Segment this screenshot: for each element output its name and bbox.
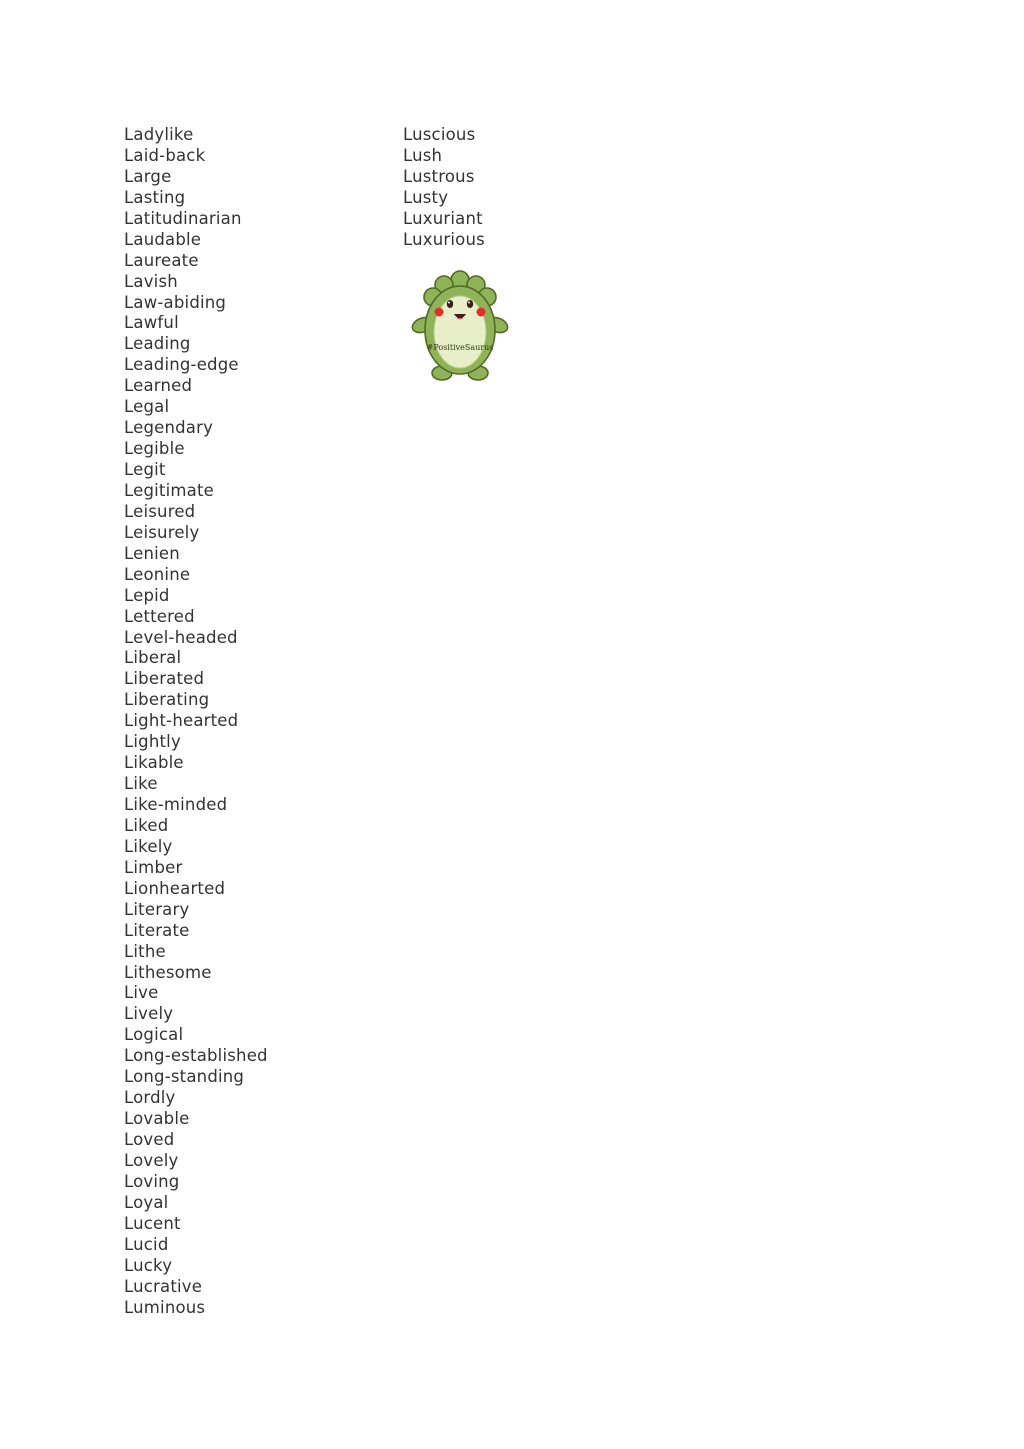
word-list-item: Legendary bbox=[124, 418, 214, 438]
word-list-item: Legit bbox=[124, 460, 166, 479]
word-list-item: Like bbox=[124, 774, 158, 794]
word-column-right bbox=[403, 125, 485, 251]
word-list-item: Laid-back bbox=[124, 145, 206, 165]
word-list-item: Large bbox=[124, 166, 172, 186]
word-list-item: Lovely bbox=[124, 1150, 179, 1170]
word-list-item: Limber bbox=[124, 857, 183, 877]
word-list-item: Luminous bbox=[124, 1297, 206, 1317]
word-list-item: Loving bbox=[124, 1171, 180, 1191]
word-column-left bbox=[124, 125, 268, 1318]
mascot-brand-label: #PositiveSaurus bbox=[426, 343, 494, 352]
word-list-item: Lionhearted bbox=[124, 878, 226, 898]
word-list-item: Loved bbox=[124, 1130, 175, 1149]
word-list-item: Ladylike bbox=[124, 125, 194, 144]
word-list-item: Likely bbox=[124, 836, 173, 856]
word-list-item: Leisured bbox=[124, 501, 196, 521]
word-list-item: Likable bbox=[124, 753, 184, 773]
word-list-item: Lithesome bbox=[124, 962, 212, 982]
word-list-item: Lightly bbox=[124, 732, 181, 752]
word-list-item: Lucid bbox=[124, 1234, 169, 1254]
word-list-item: Like-minded bbox=[124, 795, 228, 814]
word-list-item: Learned bbox=[124, 376, 193, 396]
word-list-item: Leading-edge bbox=[124, 355, 239, 375]
word-list-item: Legal bbox=[124, 397, 170, 417]
word-list-item: Lettered bbox=[124, 606, 195, 626]
word-list-item: Long-standing bbox=[124, 1067, 245, 1087]
word-list-item: Leonine bbox=[124, 564, 191, 584]
word-list-item: Literary bbox=[124, 899, 190, 919]
word-list-item: Live bbox=[124, 983, 159, 1003]
word-list-item: Legitimate bbox=[124, 480, 214, 500]
word-list-item: Lasting bbox=[124, 187, 186, 207]
word-list-item: Lustrous bbox=[403, 166, 475, 186]
word-list-item: Liberal bbox=[124, 648, 182, 668]
word-list-item: Liberating bbox=[124, 690, 210, 710]
word-list-item: Lush bbox=[403, 145, 443, 165]
word-list-item: Lithe bbox=[124, 941, 166, 961]
word-list-item: Leisurely bbox=[124, 522, 200, 542]
word-list-item: Legible bbox=[124, 439, 185, 459]
word-list-item: Lawful bbox=[124, 313, 179, 333]
word-list-item: Liked bbox=[124, 815, 169, 835]
word-list-item: Lusty bbox=[403, 187, 449, 207]
word-list-item: Lucky bbox=[124, 1255, 173, 1275]
word-list-item: Laureate bbox=[124, 250, 199, 270]
word-list-item: Lively bbox=[124, 1004, 174, 1024]
word-list-item: Latitudinarian bbox=[124, 208, 242, 228]
word-list-item: Light-hearted bbox=[124, 711, 239, 731]
word-list-item: Long-established bbox=[124, 1046, 268, 1066]
word-list-item: Lovable bbox=[124, 1109, 190, 1129]
word-list-item: Lepid bbox=[124, 585, 170, 605]
word-list-item: Level-headed bbox=[124, 627, 238, 647]
word-list-item: Loyal bbox=[124, 1192, 169, 1212]
positivesaurus-mascot-icon bbox=[410, 270, 510, 384]
word-list-item: Leading bbox=[124, 334, 191, 354]
word-list-item: Luscious bbox=[403, 125, 476, 144]
word-list-item: Lenien bbox=[124, 543, 180, 563]
word-list-item: Luxurious bbox=[403, 229, 485, 249]
word-list-item: Logical bbox=[124, 1025, 184, 1045]
turtle-mascot-icon bbox=[410, 270, 510, 384]
word-list-item: Luxuriant bbox=[403, 208, 483, 228]
word-list-item: Literate bbox=[124, 920, 190, 940]
word-list-item: Liberated bbox=[124, 669, 205, 689]
word-list-item: Lucrative bbox=[124, 1276, 203, 1296]
word-list-item: Lavish bbox=[124, 271, 178, 291]
word-list-item: Lordly bbox=[124, 1088, 176, 1108]
word-list-item: Law-abiding bbox=[124, 292, 227, 312]
word-list-item: Laudable bbox=[124, 229, 202, 249]
word-list-item: Lucent bbox=[124, 1213, 181, 1233]
